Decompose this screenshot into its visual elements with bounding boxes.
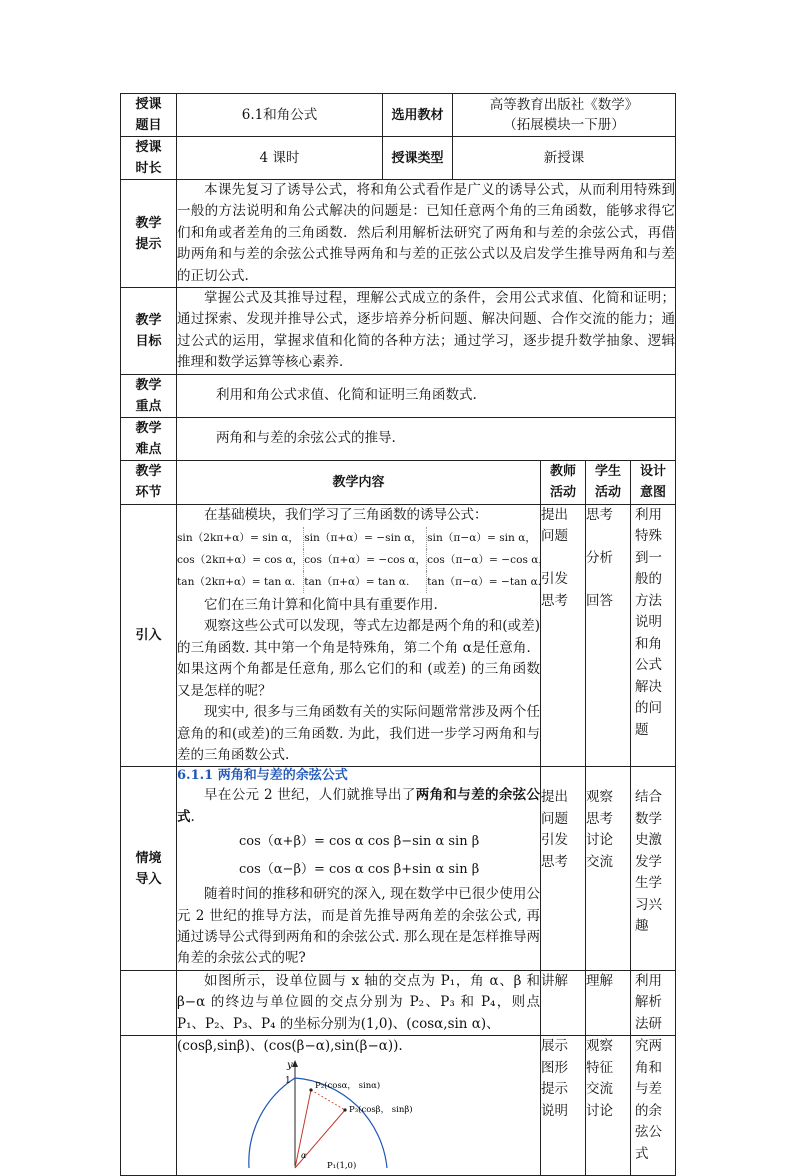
textbook-line1: 高等教育出版社《数学》 [489,97,639,113]
derive2-teacher-activity: 展示 图形 提示 说明 [541,1036,586,1176]
p1-label: P₁(1,0) [327,1160,357,1171]
point-p2 [309,1088,312,1091]
derive2-row [121,1036,676,1176]
derive2-content [177,1036,541,1176]
induction-formula-table [177,527,549,593]
situation-row [121,767,676,970]
key-label: 教学 重点 [121,374,177,417]
derive2-stage [121,1036,177,1176]
lesson-plan-table [120,93,676,1176]
y-axis-label: y [287,1059,293,1071]
header-row-duration [121,137,676,180]
topic-label: 授课 题目 [121,94,177,137]
key-row [121,374,676,417]
alpha-label: α [301,1150,307,1160]
type-value: 新授课 [453,137,676,180]
difficult-label: 教学 难点 [121,417,177,460]
situation-content [177,767,541,970]
textbook-value [453,94,676,137]
hint-text-cell [177,180,676,288]
content-header: 教学内容 [177,460,541,504]
topic-value: 6.1和角公式 [177,94,383,137]
derive-row [121,970,676,1036]
derive-design-intent: 利用 解析 法研 [631,970,676,1036]
goal-text: 掌握公式及其推导过程，理解公式成立的条件，会用公式求值、化简和证明；通过探索、发现并推导公式，逐步培养分析问题、解决问题、合作交流的能力；通过公式的运用，掌握求值和化简的各种方法；通过学习，逐步提升数学抽象、逻辑推理和数学运算等核心素养． [177,290,675,371]
intro-content [177,504,550,767]
formula-row-tan [177,571,549,593]
duration-value: 4 课时 [177,137,383,180]
point-p3 [343,1108,346,1111]
teacher-header: 教师 活动 [541,460,586,504]
cos-diff-formula: cos（α−β）= cos α cos β+sin α sin β [239,862,480,878]
situation-p2: 随着时间的推移和研究的深入, 现在数学中已很少使用公元 2 世纪的推导方法，而是首先推导两角差的余弦公式, 再通过诱导公式得到两角和的余弦公式. 那么现在是怎样推导两角差的余弦公式的呢? [177,886,540,967]
intro-p1: 它们在三角计算和化简中具有重要作用. [204,597,438,614]
goal-label: 教学 目标 [121,288,177,375]
derive-p1: 如图所示，设单位圆与 x 轴的交点为 P₁，角 α、β 和 β−α 的终边与单位圆的交点分别为 P₂、P₃ 和 P₄，则点 P₁、P₂、P₃、P₄ 的坐标分别为(1,0)、(cosα,sin α)、 [177,972,540,1032]
difficult-text: 两角和与差的余弦公式的推导. [216,429,396,446]
intro-p2: 观察这些公式可以发现，等式左边都是两个角的和(或差)的三角函数. 其中第一个角是特殊角，第二个角 α是任意角．如果这两个角都是任意角, 那么它们的和 (或差) 的三角函数又是怎样的呢？ [177,618,540,699]
derive-teacher-activity: 讲解 [541,970,586,1036]
formula-cos-1: cos（2kπ+α）= cos α， [177,554,304,567]
situation-teacher-activity: 提出 问题 引发 思考 [541,767,586,970]
cos-sum-formula: cos（α+β）= cos α cos β−sin α sin β [239,834,480,850]
unit-circle-svg [177,1058,527,1171]
formula-row-cos [177,549,549,571]
derive2-design-intent: 究两 角和 与差 的余 弦公 式 [631,1036,676,1176]
situation-p1: 早在公元 2 世纪，人们就推导出了两角和与差的余弦公式. [177,787,541,825]
derive2-p1: (cosβ,sinβ)、(cos(β−α),sin(β−α)). [177,1038,403,1055]
difficult-row [121,417,676,460]
duration-label: 授课 时长 [121,137,177,180]
hint-label: 教学 提示 [121,180,177,288]
goal-text-cell [177,288,676,375]
section-title: 6.1.1 两角和与差的余弦公式 [177,768,348,784]
formula-tan-1: tan（2kπ+α）= tan α. [177,576,296,589]
textbook-label: 选用教材 [383,94,453,137]
hint-row [121,180,676,288]
formula-row-sin [177,527,549,549]
derive-stage [121,970,177,1036]
header-row-topic [121,94,676,137]
p2-label: P₂(cosα， sinα) [315,1080,381,1091]
intro-design-intent: 利用 特殊 到一 般的 方法 说明 和角 公式 解决 的问 题 [631,504,676,767]
unit-circle-figure [177,1058,540,1171]
formula-sin-1: sin（2kπ+α）= sin α， [177,532,299,545]
design-header: 设计 意图 [631,460,676,504]
student-header: 学生 活动 [586,460,631,504]
key-text-cell [177,374,676,417]
formula-tan-2: tan（π+α）= tan α. [304,571,427,593]
intro-teacher-activity: 提出 问题 引发 思考 [541,504,586,767]
intro-lead: 在基础模块，我们学习了三角函数的诱导公式： [204,506,488,523]
intro-p3: 现实中, 很多与三角函数有关的实际问题常常涉及两个任意角的和(或差)的三角函数. 为此，我们进一步学习两角和与差的三角函数公式. [177,704,540,763]
y-axis-arrow [292,1060,298,1067]
goal-row [121,288,676,375]
formula-sin-2: sin（π+α）= −sin α， [304,527,427,549]
intro-student-activity: 思考 分析 回答 [586,504,631,767]
stage-header: 教学 环节 [121,460,177,504]
p3-label: P₃(cosβ， sinβ) [349,1104,413,1115]
unit-circle-arc [249,1075,387,1168]
textbook-line2: （拓展模块一下册） [503,117,625,133]
situation-student-activity: 观察 思考 讨论 交流 [586,767,631,970]
derive-student-activity: 理解 [586,970,631,1036]
tick-one-label: 1 [285,1075,291,1086]
situation-stage: 情境 导入 [121,767,177,970]
derive-content [177,970,541,1036]
formula-tan-3: tan（π−α）= −tan α. [427,571,549,593]
difficult-text-cell [177,417,676,460]
type-label: 授课类型 [383,137,453,180]
intro-row [121,504,676,767]
formula-sin-3: sin（π−α）= sin α， [427,527,549,549]
key-text: 利用和角公式求值、化简和证明三角函数式. [216,386,477,403]
hint-text: 本课先复习了诱导公式，将和角公式看作是广义的诱导公式，从而利用特殊到一般的方法说明和角公式解决的问题是：已知任意两个角的三角函数，能够求得它们和角或者差角的三角函数．然后利用解析法研究了两角和与差的余弦公式，再借助两角和与差的余弦公式推导两角和与差的正弦公式以及启发学生推导两角和与差的正切公式. [177,182,675,284]
content-header-row [121,460,676,504]
formula-cos-2: cos（π+α）= −cos α， [304,549,427,571]
intro-stage: 引入 [121,504,177,767]
situation-design-intent: 结合 数学 史激 发学 生学 习兴 趣 [631,767,676,970]
derive2-student-activity: 观察 特征 交流 讨论 [586,1036,631,1176]
formula-cos-3: cos（π−α）= −cos α， [427,549,549,571]
